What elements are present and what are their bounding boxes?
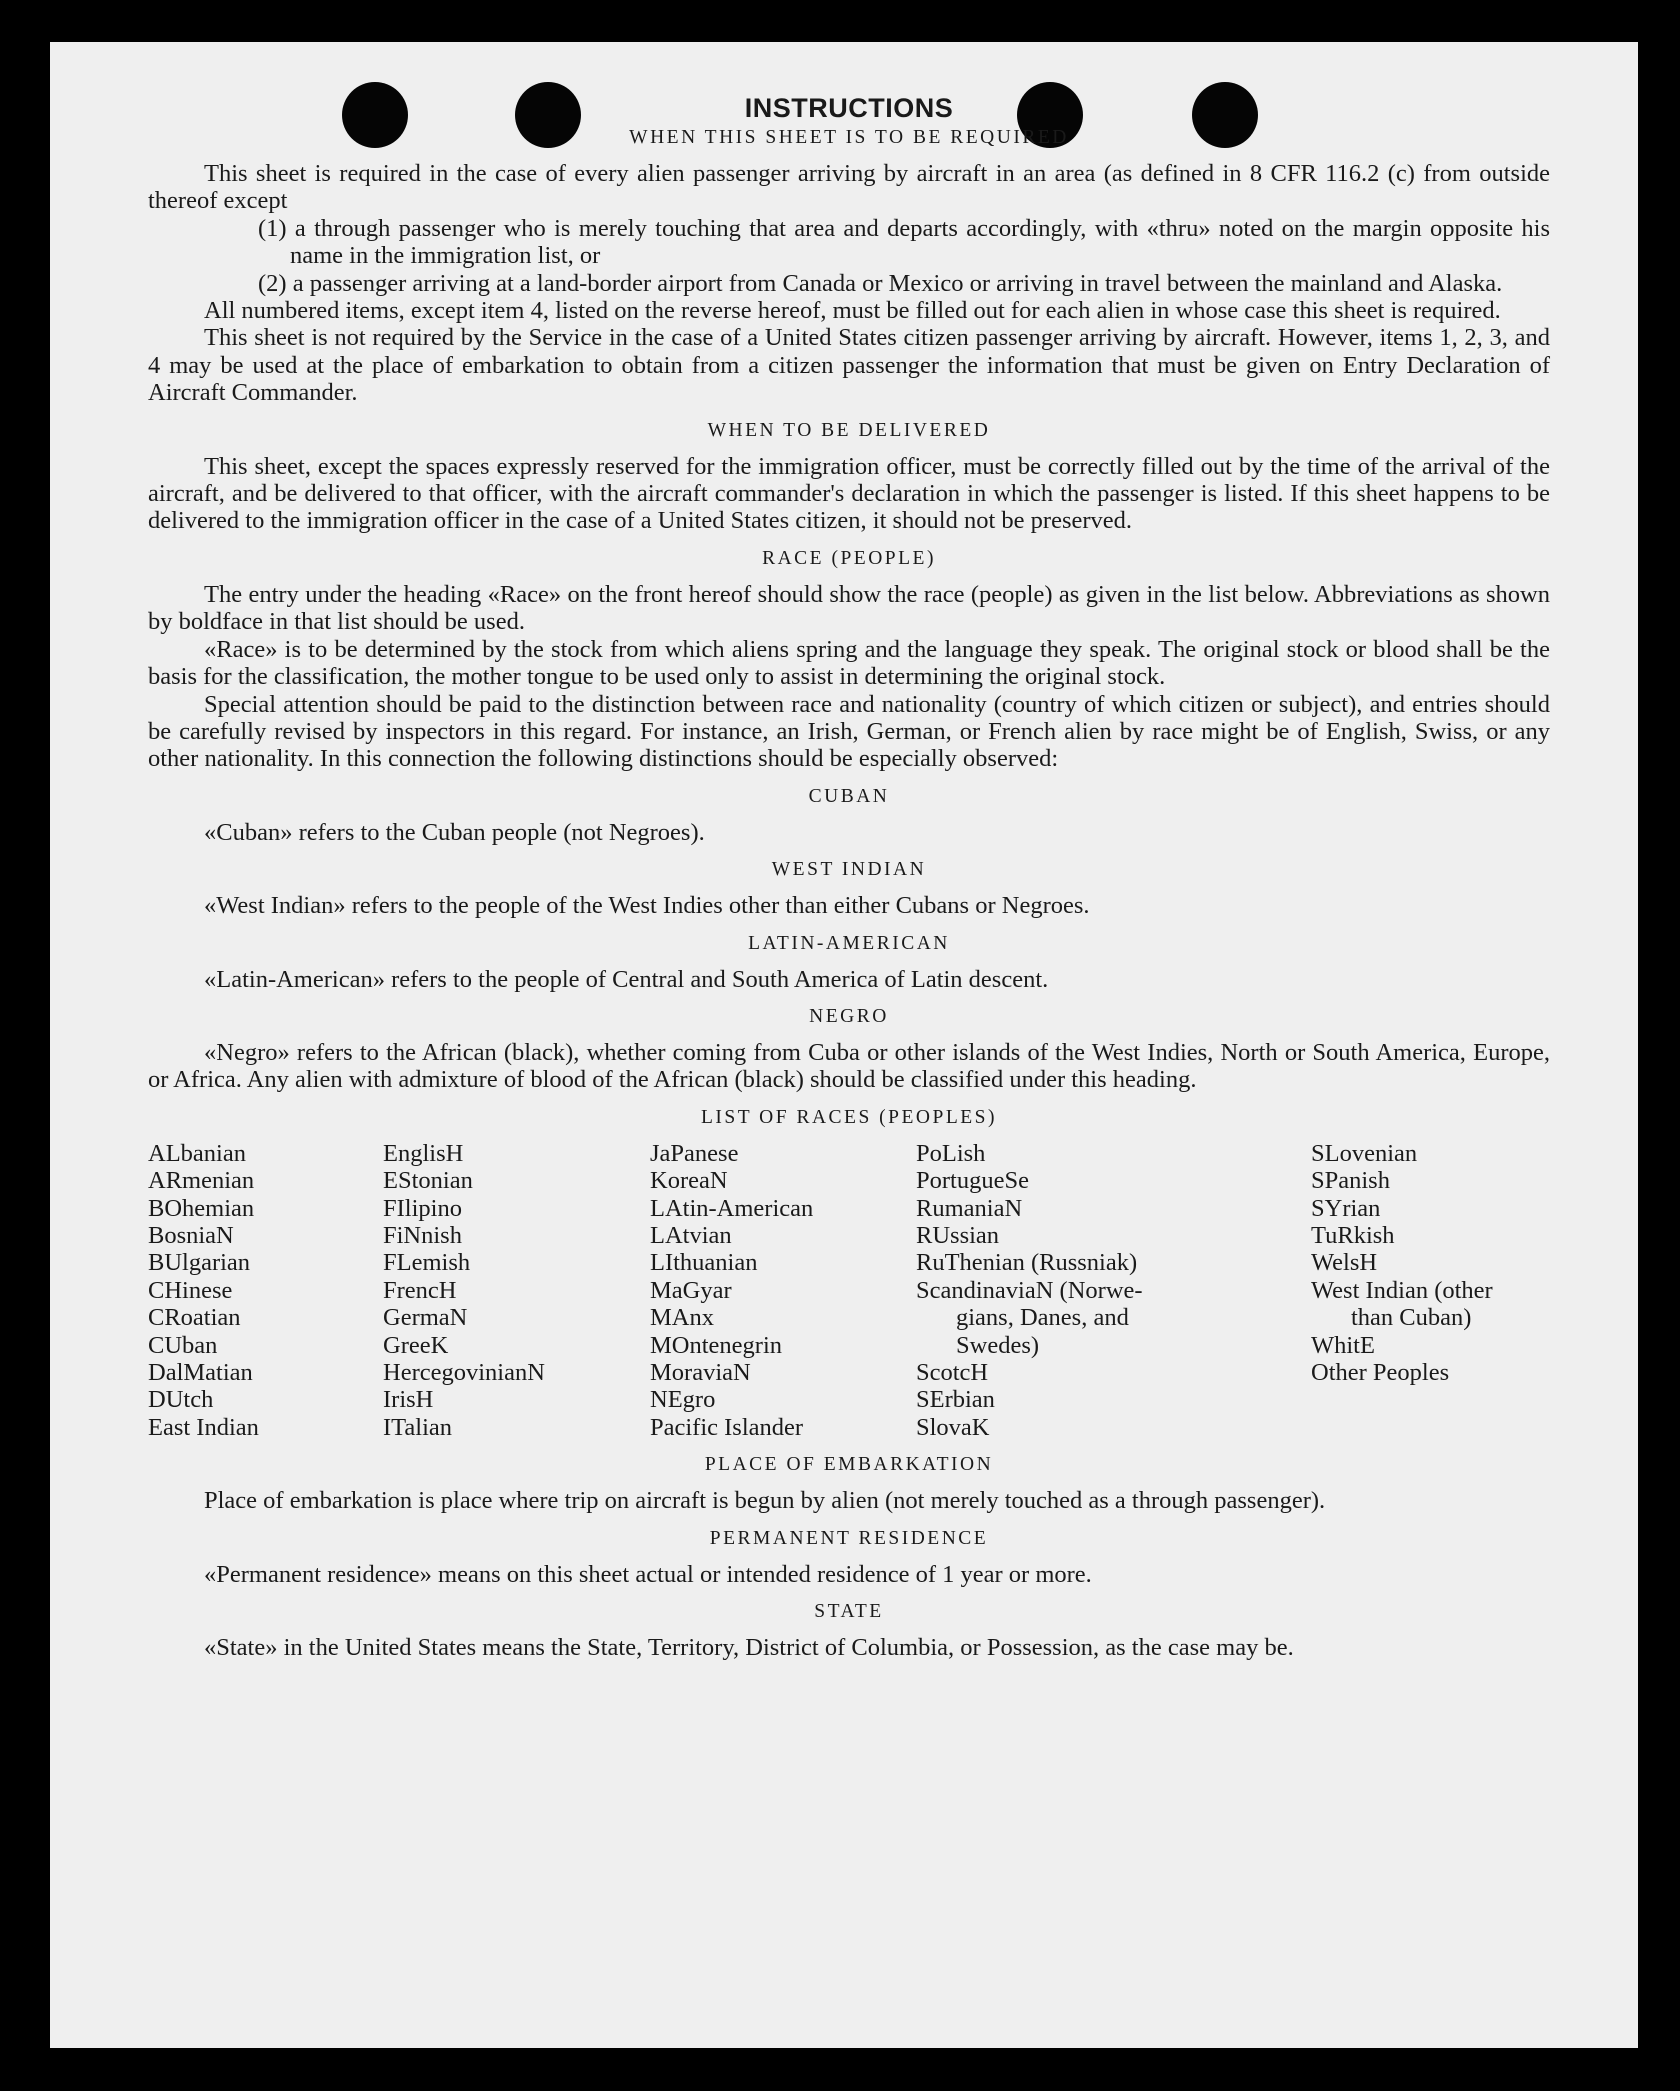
- race-item: West Indian (other: [1311, 1276, 1493, 1304]
- race-item: SYrian: [1311, 1194, 1381, 1222]
- race-item: PoLish: [916, 1139, 986, 1167]
- race-item: KoreaN: [650, 1167, 728, 1195]
- race-item: WhitE: [1311, 1331, 1375, 1359]
- race-item: ScandinaviaN (Norwe-: [916, 1276, 1143, 1304]
- race-item-continuation: than Cuban): [1351, 1304, 1472, 1332]
- condition-item: (1) a through passenger who is merely touching that area and departs accordingly, with «thru» noted on the margin opposite his name in the immigration list, or: [258, 214, 1550, 270]
- race-item: ITalian: [383, 1413, 453, 1441]
- paragraph: «Negro» refers to the African (black), whether coming from Cuba or other islands of the West Indies, North or South America, Europe, or Africa. Any alien with admixture of blood of the African (black) should be classified under this heading.: [148, 1038, 1550, 1094]
- race-item: CUban: [148, 1331, 218, 1359]
- section-heading-race: RACE (PEOPLE): [762, 547, 936, 569]
- paragraph: «Latin-American» refers to the people of Central and South America of Latin descent.: [204, 965, 1049, 993]
- race-item: TuRkish: [1311, 1221, 1395, 1249]
- race-item: EStonian: [383, 1167, 473, 1195]
- section-heading-negro: NEGRO: [809, 1005, 889, 1027]
- race-item: IrisH: [383, 1386, 434, 1414]
- page-title: INSTRUCTIONS: [744, 93, 954, 123]
- section-heading-embarkation: PLACE OF EMBARKATION: [704, 1454, 994, 1476]
- races-column: [650, 1140, 916, 1441]
- condition-item: (2) a passenger arriving at a land-border airport from Canada or Mexico or arriving in travel between the mainland and Alaska.: [258, 269, 1503, 297]
- race-item: LAtin-American: [650, 1194, 814, 1222]
- races-column: [383, 1140, 650, 1441]
- races-list: [148, 1140, 1550, 1441]
- paragraph: Place of embarkation is place where trip on aircraft is begun by alien (not merely touched as a through passenger).: [204, 1487, 1326, 1515]
- race-item: DalMatian: [148, 1359, 253, 1386]
- paragraph: Special attention should be paid to the distinction between race and nationality (country of which citizen or subject), and entries should be carefully revised by inspectors in this regard. For instance, an Irish, German, or French alien by race might be of English, Swiss, or any other nationality. In this connection the following distinctions should be especially observed:: [148, 690, 1550, 773]
- paragraph: «Permanent residence» means on this sheet actual or intended residence of 1 year or more.: [204, 1560, 1092, 1588]
- instructions-body: [148, 92, 1550, 1661]
- race-item: SPanish: [1311, 1167, 1390, 1195]
- race-item: SlovaK: [916, 1413, 990, 1441]
- race-item: FLemish: [383, 1249, 471, 1277]
- section-heading-latin-american: LATIN-AMERICAN: [748, 932, 950, 954]
- race-item: EnglisH: [383, 1139, 464, 1167]
- race-item: FiNnish: [383, 1221, 462, 1249]
- race-item: ScotcH: [916, 1359, 989, 1386]
- race-item: RUssian: [916, 1221, 1000, 1249]
- section-heading-west-indian: WEST INDIAN: [771, 859, 927, 881]
- race-item: MAnx: [650, 1304, 714, 1332]
- paragraph: The entry under the heading «Race» on the front hereof should show the race (people) as given in the list below. Abbreviations as shown by boldface in that list should be used.: [148, 580, 1550, 636]
- paragraph: «Race» is to be determined by the stock from which aliens spring and the language they speak. The original stock or blood shall be the basis for the classification, the mother tongue to be used only to assist in determining the original stock.: [148, 635, 1550, 691]
- race-item: Pacific Islander: [650, 1413, 804, 1441]
- paragraph: «West Indian» refers to the people of the West Indies other than either Cubans or Negroes.: [204, 892, 1090, 920]
- paragraph: «Cuban» refers to the Cuban people (not Negroes).: [204, 818, 705, 846]
- race-item: JaPanese: [650, 1139, 739, 1167]
- section-heading-when-delivered: WHEN TO BE DELIVERED: [707, 419, 991, 441]
- paragraph: All numbered items, except item 4, listed on the reverse hereof, must be filled out for each alien in whose case this sheet is required.: [204, 297, 1501, 325]
- race-item: SLovenian: [1311, 1139, 1418, 1167]
- race-item: BosniaN: [148, 1221, 234, 1249]
- race-item: NEgro: [650, 1386, 716, 1414]
- race-item: FIlipino: [383, 1194, 462, 1222]
- paragraph: This sheet is not required by the Service in the case of a United States citizen passenger arriving by aircraft. However, items 1, 2, 3, and 4 may be used at the place of embarkation to obtain from a citizen passenger the information that must be given on Entry Declaration of Aircraft Commander.: [148, 324, 1550, 407]
- race-item: CRoatian: [148, 1304, 241, 1332]
- race-item: ALbanian: [148, 1139, 246, 1167]
- section-heading-races-list: LIST OF RACES (PEOPLES): [700, 1106, 998, 1128]
- section-heading-cuban: CUBAN: [808, 785, 890, 807]
- race-item: LIthuanian: [650, 1249, 758, 1277]
- race-item: MoraviaN: [650, 1359, 751, 1386]
- section-heading-residence: PERMANENT RESIDENCE: [709, 1527, 989, 1549]
- race-item: FrencH: [383, 1276, 457, 1304]
- race-item: MaGyar: [650, 1276, 732, 1304]
- races-column: [1311, 1140, 1550, 1441]
- section-heading-state: STATE: [814, 1601, 884, 1623]
- race-item: DUtch: [148, 1386, 214, 1414]
- race-item: BUlgarian: [148, 1249, 251, 1277]
- race-item: SErbian: [916, 1386, 995, 1414]
- paragraph: This sheet is required in the case of every alien passenger arriving by aircraft in an area (as defined in 8 CFR 116.2 (c) from outside thereof except: [148, 160, 1550, 215]
- race-item: CHinese: [148, 1276, 233, 1304]
- race-item: PortugueSe: [916, 1167, 1029, 1195]
- races-column: [148, 1140, 383, 1441]
- race-item: MOntenegrin: [650, 1331, 782, 1359]
- race-item: Other Peoples: [1311, 1359, 1450, 1386]
- race-item: GreeK: [383, 1331, 449, 1359]
- paragraph: This sheet, except the spaces expressly reserved for the immigration officer, must be correctly filled out by the time of the arrival of the aircraft, and be delivered to that officer, with the aircraft commander's declaration in which the passenger is listed. If this sheet happens to be delivered to the immigration officer in the case of a United States citizen, it should not be preserved.: [148, 452, 1550, 535]
- race-item: HercegovinianN: [383, 1359, 545, 1386]
- race-item: LAtvian: [650, 1221, 732, 1249]
- race-item-continuation: Swedes): [956, 1331, 1040, 1359]
- race-item: BOhemian: [148, 1194, 255, 1222]
- race-item: WelsH: [1311, 1249, 1378, 1277]
- section-heading-when-required: WHEN THIS SHEET IS TO BE REQUIRED: [629, 127, 1069, 148]
- paragraph: «State» in the United States means the State, Territory, District of Columbia, or Possession, as the case may be.: [204, 1634, 1294, 1662]
- race-item: ARmenian: [148, 1167, 255, 1195]
- race-item: GermaN: [383, 1304, 468, 1332]
- race-item-continuation: gians, Danes, and: [956, 1304, 1129, 1332]
- races-column: [916, 1140, 1311, 1441]
- race-item: East Indian: [148, 1413, 259, 1441]
- race-item: RuThenian (Russniak): [916, 1249, 1138, 1277]
- race-item: RumaniaN: [916, 1194, 1023, 1222]
